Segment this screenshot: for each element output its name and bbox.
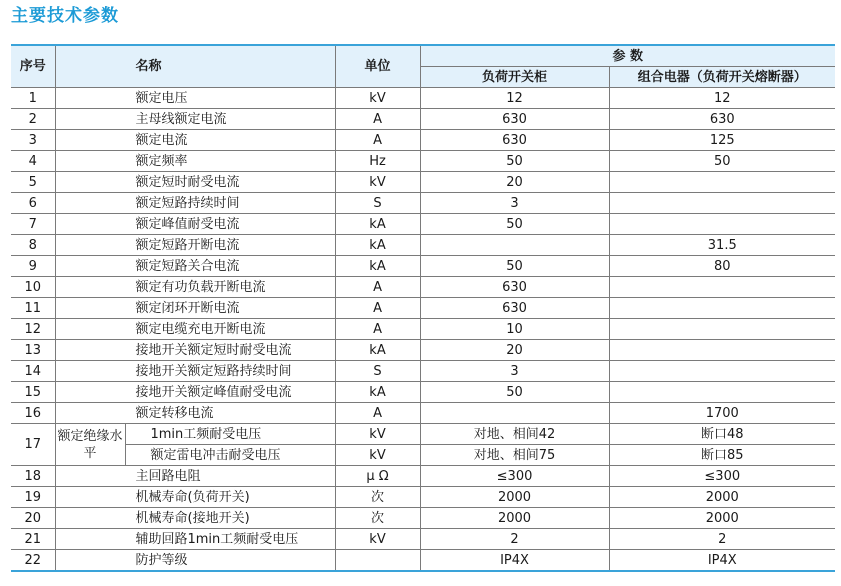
row-value-col2: 2 xyxy=(609,529,835,550)
row-unit xyxy=(335,550,420,572)
row-value-col2: 630 xyxy=(609,109,835,130)
row-value-col1: 3 xyxy=(420,193,609,214)
row-value-col2 xyxy=(609,319,835,340)
row-value-col1: 630 xyxy=(420,130,609,151)
row-value-col1: 3 xyxy=(420,361,609,382)
row-unit: A xyxy=(335,109,420,130)
row-name: 额定短路开断电流 xyxy=(55,235,335,256)
row-name: 接地开关额定短路持续时间 xyxy=(55,361,335,382)
row-value-col1: 50 xyxy=(420,151,609,172)
table-row xyxy=(11,109,835,130)
tech-params-table xyxy=(11,44,835,572)
row-value-col1: 2 xyxy=(420,529,609,550)
row-value-col1: 630 xyxy=(420,109,609,130)
row-name: 辅助回路1min工频耐受电压 xyxy=(55,529,335,550)
row-unit: kV xyxy=(335,424,420,445)
row-value-col1: IP4X xyxy=(420,550,609,572)
row-name: 接地开关额定峰值耐受电流 xyxy=(55,382,335,403)
row-value-col1: 50 xyxy=(420,256,609,277)
row-value-col1: 2000 xyxy=(420,508,609,529)
table-row xyxy=(11,403,835,424)
row-seq: 8 xyxy=(11,235,55,256)
row-unit: 次 xyxy=(335,487,420,508)
row-name: 防护等级 xyxy=(55,550,335,572)
row-unit: kA xyxy=(335,382,420,403)
row-seq: 14 xyxy=(11,361,55,382)
row-value-col2 xyxy=(609,382,835,403)
table-row xyxy=(11,340,835,361)
row-seq: 3 xyxy=(11,130,55,151)
table-row xyxy=(11,88,835,109)
row-value-col2: 31.5 xyxy=(609,235,835,256)
row-seq: 9 xyxy=(11,256,55,277)
row-value-col2: 2000 xyxy=(609,487,835,508)
row-seq: 10 xyxy=(11,277,55,298)
row-unit: kA xyxy=(335,235,420,256)
row-seq: 15 xyxy=(11,382,55,403)
row-value-col1: 10 xyxy=(420,319,609,340)
row-seq: 21 xyxy=(11,529,55,550)
row-value-col1: 对地、相间75 xyxy=(420,445,609,466)
row-value-col1: 对地、相间42 xyxy=(420,424,609,445)
row-name: 机械寿命(接地开关) xyxy=(55,508,335,529)
row-unit: Hz xyxy=(335,151,420,172)
row-name: 额定频率 xyxy=(55,151,335,172)
row-subname: 1min工频耐受电压 xyxy=(125,424,335,445)
header-col2: 组合电器（负荷开关熔断器） xyxy=(609,67,835,88)
row-value-col2: 1700 xyxy=(609,403,835,424)
row-unit: kA xyxy=(335,214,420,235)
row-unit: A xyxy=(335,130,420,151)
table-row xyxy=(11,130,835,151)
row-seq: 17 xyxy=(11,424,55,466)
table-row xyxy=(11,319,835,340)
row-value-col2 xyxy=(609,214,835,235)
row-value-col2 xyxy=(609,361,835,382)
row-value-col1: 630 xyxy=(420,298,609,319)
header-name: 名称 xyxy=(55,45,335,88)
row-value-col1: 20 xyxy=(420,172,609,193)
row-seq: 13 xyxy=(11,340,55,361)
table-row xyxy=(11,529,835,550)
row-unit: kV xyxy=(335,529,420,550)
row-name: 接地开关额定短时耐受电流 xyxy=(55,340,335,361)
row-unit: kV xyxy=(335,88,420,109)
table-row xyxy=(11,424,835,445)
row-seq: 18 xyxy=(11,466,55,487)
row-unit: A xyxy=(335,403,420,424)
row-value-col1: 630 xyxy=(420,277,609,298)
row-value-col2 xyxy=(609,340,835,361)
row-value-col1: 50 xyxy=(420,382,609,403)
header-unit: 单位 xyxy=(335,45,420,88)
row-unit: μ Ω xyxy=(335,466,420,487)
row-seq: 20 xyxy=(11,508,55,529)
row-name: 机械寿命(负荷开关) xyxy=(55,487,335,508)
table-row xyxy=(11,151,835,172)
row-name: 额定短路关合电流 xyxy=(55,256,335,277)
row-name: 额定短路持续时间 xyxy=(55,193,335,214)
row-value-col2: 125 xyxy=(609,130,835,151)
header-params: 参 数 xyxy=(420,45,835,67)
header-col1: 负荷开关柜 xyxy=(420,67,609,88)
row-name: 额定有功负载开断电流 xyxy=(55,277,335,298)
page-title: 主要技术参数 xyxy=(11,6,119,26)
row-unit: kA xyxy=(335,340,420,361)
table-row xyxy=(11,361,835,382)
header-seq: 序号 xyxy=(11,45,55,88)
table-row xyxy=(11,277,835,298)
table-row xyxy=(11,214,835,235)
row-seq: 22 xyxy=(11,550,55,572)
table-row xyxy=(11,382,835,403)
row-value-col2 xyxy=(609,277,835,298)
table-row xyxy=(11,193,835,214)
row-name: 额定峰值耐受电流 xyxy=(55,214,335,235)
row-unit: 次 xyxy=(335,508,420,529)
row-group-label: 额定绝缘水平 xyxy=(55,424,125,466)
table-body xyxy=(11,88,835,572)
table-row xyxy=(11,487,835,508)
row-seq: 16 xyxy=(11,403,55,424)
row-value-col1 xyxy=(420,403,609,424)
row-value-col2: IP4X xyxy=(609,550,835,572)
row-unit: S xyxy=(335,361,420,382)
row-value-col2: 断口48 xyxy=(609,424,835,445)
row-seq: 12 xyxy=(11,319,55,340)
row-name: 额定电流 xyxy=(55,130,335,151)
row-unit: kA xyxy=(335,256,420,277)
row-value-col2: 80 xyxy=(609,256,835,277)
row-unit: kV xyxy=(335,172,420,193)
row-name: 额定电缆充电开断电流 xyxy=(55,319,335,340)
table-row xyxy=(11,466,835,487)
row-unit: A xyxy=(335,277,420,298)
row-seq: 7 xyxy=(11,214,55,235)
table-row xyxy=(11,172,835,193)
row-value-col1: 2000 xyxy=(420,487,609,508)
row-value-col2: 50 xyxy=(609,151,835,172)
row-seq: 19 xyxy=(11,487,55,508)
row-seq: 4 xyxy=(11,151,55,172)
row-name: 额定转移电流 xyxy=(55,403,335,424)
row-value-col2 xyxy=(609,298,835,319)
row-value-col2: 12 xyxy=(609,88,835,109)
row-unit: kV xyxy=(335,445,420,466)
table-row xyxy=(11,508,835,529)
row-name: 主回路电阻 xyxy=(55,466,335,487)
row-name: 主母线额定电流 xyxy=(55,109,335,130)
row-unit: S xyxy=(335,193,420,214)
row-value-col1: ≤300 xyxy=(420,466,609,487)
row-value-col1: 12 xyxy=(420,88,609,109)
row-value-col2: ≤300 xyxy=(609,466,835,487)
row-value-col2 xyxy=(609,172,835,193)
row-name: 额定电压 xyxy=(55,88,335,109)
row-value-col1 xyxy=(420,235,609,256)
row-seq: 11 xyxy=(11,298,55,319)
row-value-col1: 50 xyxy=(420,214,609,235)
row-value-col1: 20 xyxy=(420,340,609,361)
row-seq: 2 xyxy=(11,109,55,130)
row-value-col2: 断口85 xyxy=(609,445,835,466)
row-value-col2: 2000 xyxy=(609,508,835,529)
row-value-col2 xyxy=(609,193,835,214)
row-name: 额定短时耐受电流 xyxy=(55,172,335,193)
row-seq: 1 xyxy=(11,88,55,109)
table-row xyxy=(11,235,835,256)
row-unit: A xyxy=(335,319,420,340)
table-row xyxy=(11,445,835,466)
row-seq: 5 xyxy=(11,172,55,193)
table-row xyxy=(11,256,835,277)
table-row xyxy=(11,550,835,572)
row-seq: 6 xyxy=(11,193,55,214)
table-row xyxy=(11,298,835,319)
row-unit: A xyxy=(335,298,420,319)
row-name: 额定闭环开断电流 xyxy=(55,298,335,319)
row-subname: 额定雷电冲击耐受电压 xyxy=(125,445,335,466)
